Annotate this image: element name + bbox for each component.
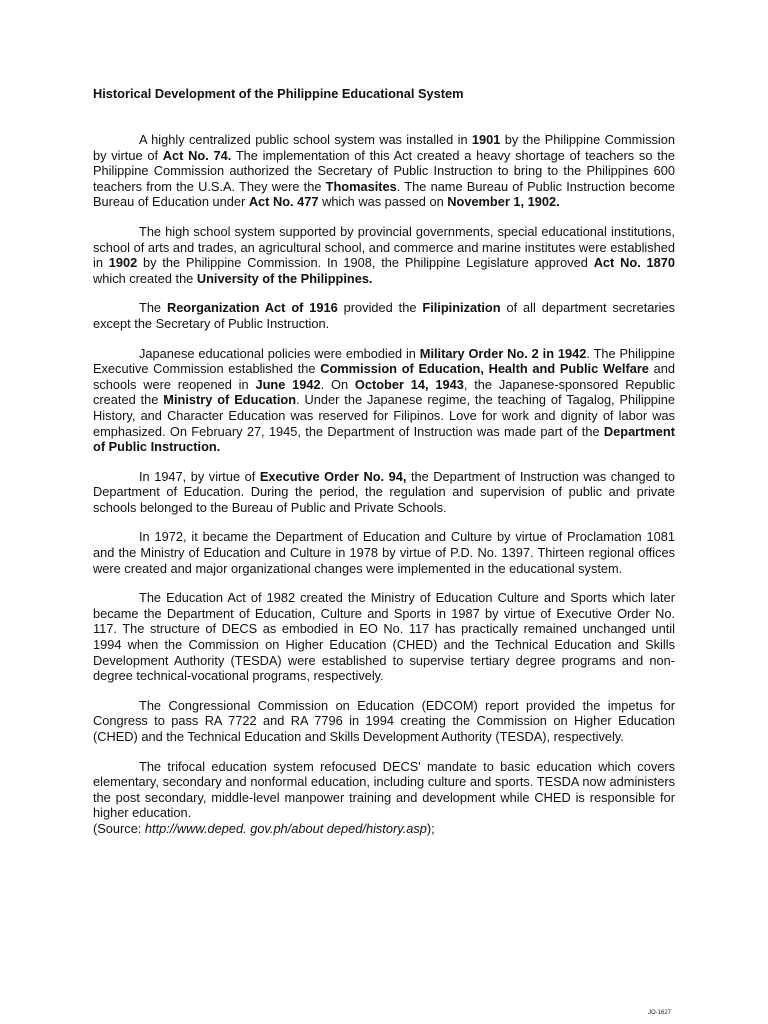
text-run: In 1972, it became the Department of Education and Culture by virtue of Proclamation 1081 and the Ministry of Education and Culture in 1978 by virtue of P.D. No. 1397. Thirteen regional offices were created and major organizational changes were implemented in the educational system. (93, 529, 675, 576)
paragraph (93, 132, 675, 210)
text-run: by the Philippine Commission. In 1908, the Philippine Legislature approved (137, 255, 594, 271)
paragraph (93, 698, 675, 745)
bold-text: Commission of Education, Health and Public Welfare (320, 361, 649, 377)
bold-text: University of the Philippines. (196, 270, 373, 286)
paragraph (93, 529, 675, 576)
bold-text: Act No. 477 (248, 194, 319, 210)
paragraph (93, 469, 675, 516)
text-run: The implementation of this Act created a heavy shortage of teachers so the Philippine Commission authorized the Secretary of Public Instruction to bring to the Philippines 600 teachers from the U.S.A. They were the (93, 147, 675, 194)
bold-text: Filipinization (422, 300, 501, 316)
text-run: The (139, 300, 167, 316)
bold-text: October 14, 1943 (354, 376, 464, 392)
bold-text: June 1942 (255, 376, 321, 392)
text-run: . On (320, 376, 355, 392)
text-run: provided the (337, 300, 423, 316)
source-citation (93, 821, 675, 837)
document-page (93, 86, 675, 837)
bold-text: Executive Order No. 94, (259, 468, 407, 484)
bold-text: Act No. 74. (162, 147, 232, 163)
bold-text: November 1, 1902. (447, 194, 560, 210)
bold-text: Military Order No. 2 in 1942 (419, 345, 587, 361)
text-run: In 1947, by virtue of (139, 468, 260, 484)
bold-text: Act No. 1870 (593, 255, 675, 271)
text-run: which was passed on (318, 194, 448, 210)
bold-text: Thomasites (325, 178, 397, 194)
text-run: The trifocal education system refocused DECS' mandate to basic education which covers elementary, secondary and nonformal education, including culture and sports. TESDA now administers the post secondary, middle-level manpower training and development while CHED is responsible for higher education. (93, 758, 675, 821)
text-run: Japanese educational policies were embodied in (139, 345, 420, 361)
text-run: , the Japanese-sponsored Republic created the (93, 376, 675, 408)
bold-text: Reorganization Act of 1916 (166, 300, 338, 316)
source-url: http://www.deped. gov.ph/about deped/history.asp (144, 820, 427, 836)
text-run: . The Philippine Executive Commission established the (93, 345, 675, 377)
paragraph (93, 300, 675, 331)
bold-text: 1901 (471, 132, 501, 147)
footer-code: JO-1627 (647, 1010, 671, 1016)
text-run: and schools were reopened in (93, 361, 675, 392)
text-run: The Congressional Commission on Education (EDCOM) report provided the impetus for Congress to pass RA 7722 and RA 7796 in 1994 creating the Commission on Higher Education (CHED) and the Technical Education and Skills Development Authority (TESDA), respectively. (93, 697, 675, 744)
paragraph (93, 346, 675, 455)
paragraph (93, 224, 675, 286)
text-run: by the Philippine Commission by virtue of (93, 132, 675, 163)
text-run: . Under the Japanese regime, the teaching of Tagalog, Philippine History, and Character Education was reserved for Filipinos. Love for work and dignity of labor was emphasized. On February 27, 1945, the Department of Instruction was made part of the (93, 392, 676, 439)
paragraph (93, 590, 675, 684)
paragraph (93, 759, 675, 821)
source-prefix: (Source: (93, 820, 145, 836)
bold-text: Department of Public Instruction. (93, 423, 675, 455)
bold-text: 1902 (108, 255, 138, 271)
text-run: A highly centralized public school system was installed in (139, 132, 472, 147)
text-run: The high school system supported by provincial governments, special educational institutions, school of arts and trades, an agricultural school, and commerce and marine institutes were established in (93, 223, 675, 271)
source-suffix: ); (426, 820, 435, 836)
text-run: . The name Bureau of Public Instruction become Bureau of Education under (93, 178, 675, 210)
text-run: The Education Act of 1982 created the Ministry of Education Culture and Sports which later became the Department of Education, Culture and Sports in 1987 by virtue of Executive Order No. 117. The structure of DECS as embodied in EO No. 117 has practically remained unchanged until 1994 when the Commission on Higher Education (CHED) and the Technical Education and Skills Development Authority (TESDA) were established to supervise tertiary degree programs and non-degree technical-vocational programs, respectively. (93, 590, 675, 684)
bold-text: Ministry of Education (163, 392, 297, 408)
text-run: of all department secretaries except the Secretary of Public Instruction. (93, 300, 675, 331)
text-run: the Department of Instruction was changed to Department of Education. During the period, the regulation and supervision of public and private schools belonged to the Bureau of Public and Private Schools. (93, 468, 676, 515)
document-title: Historical Development of the Philippine Educational System (93, 86, 464, 101)
text-run: which created the (93, 270, 197, 286)
